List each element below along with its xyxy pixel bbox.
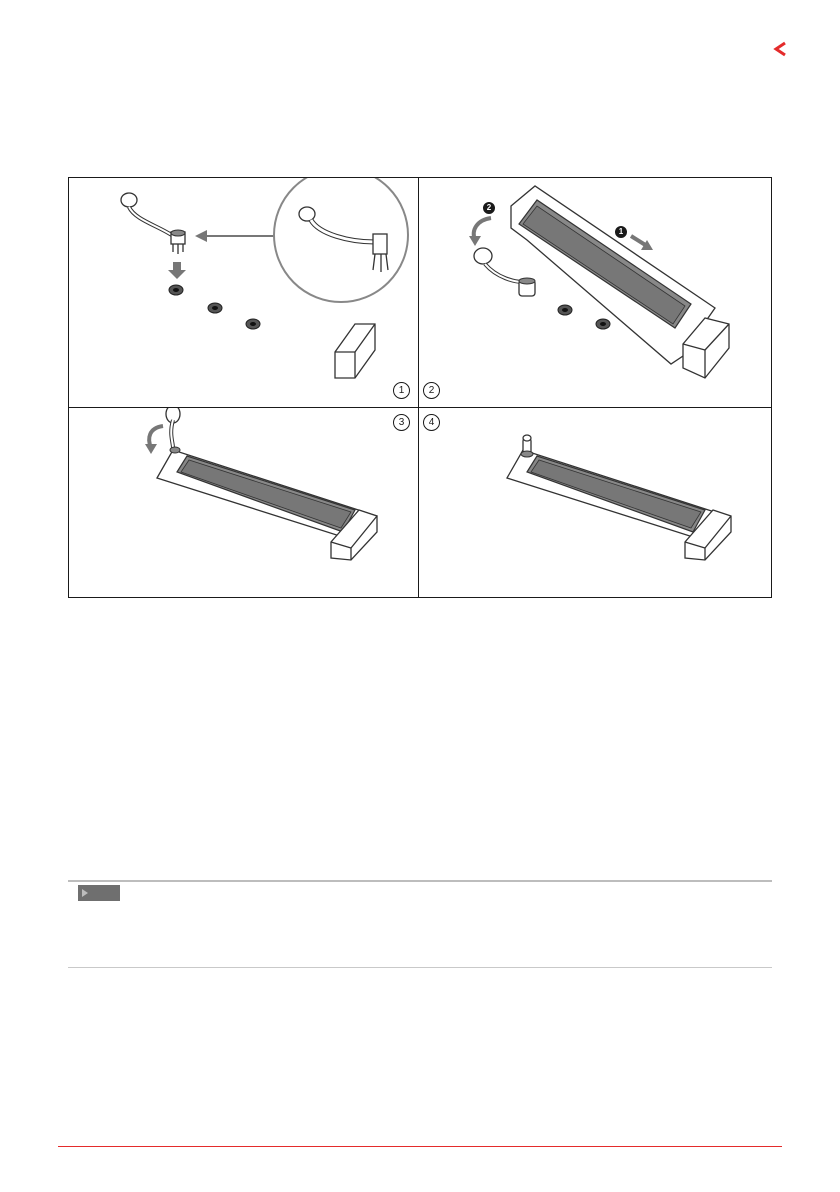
step-number-badge: 2 [423, 382, 440, 399]
note-bottom-divider [68, 967, 772, 968]
step-1-illustration [69, 178, 419, 408]
note-tag [78, 885, 120, 901]
step-number-badge: 3 [393, 414, 410, 431]
note-top-divider [68, 880, 772, 882]
callout-badge: 2 [483, 202, 495, 214]
figure-panel-step-2 [419, 178, 771, 408]
installation-figure [68, 177, 772, 598]
footer-divider [58, 1146, 782, 1147]
figure-panel-step-1 [69, 178, 419, 408]
figure-panel-step-3 [69, 408, 419, 597]
step-3-illustration [69, 408, 419, 597]
step-2-illustration [419, 178, 771, 408]
step-number-badge: 1 [393, 382, 410, 399]
step-4-illustration [419, 408, 771, 597]
back-chevron-icon[interactable] [770, 38, 792, 60]
triangle-right-icon [82, 889, 88, 897]
step-number-badge: 4 [423, 414, 440, 431]
callout-badge: 1 [615, 226, 627, 238]
figure-panel-step-4 [419, 408, 771, 597]
